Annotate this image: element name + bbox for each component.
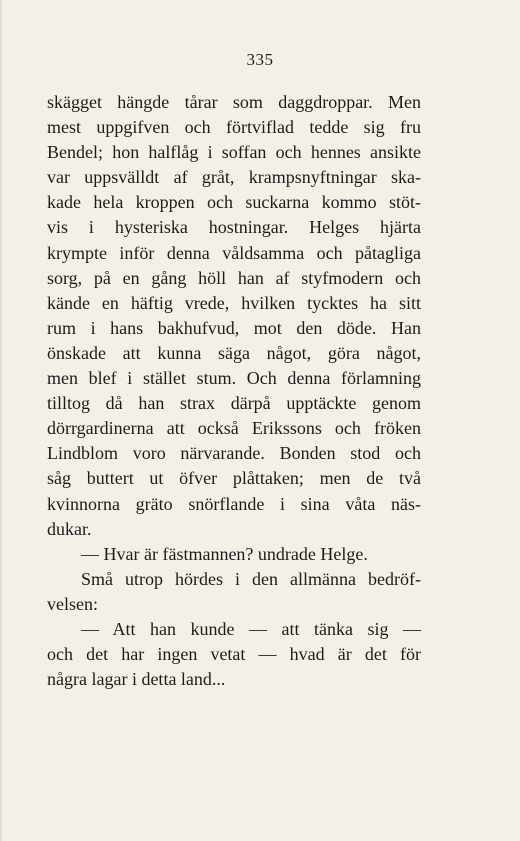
text-line: önskade att kunna säga något, göra något,: [47, 342, 421, 363]
text-line: — Att han kunde — att tänka sig —: [81, 618, 421, 639]
text-line: kvinnorna gräto snörflande i sina våta näs-: [47, 493, 421, 514]
text-line: mest uppgifven och förtviflad tedde sig fru: [47, 117, 421, 138]
text-line: velsen:: [47, 593, 98, 614]
text-line: och det har ingen vetat — hvad är det för: [47, 644, 421, 665]
text-line: tilltog då han strax därpå upptäckte genom: [47, 393, 421, 414]
text-line: sorg, på en gång höll han af styfmodern och: [47, 267, 421, 288]
page-number: 335: [246, 50, 274, 69]
text-line: var uppsvälldt af gråt, krampsnyftningar ska-: [47, 167, 421, 188]
text-line: men blef i stället stum. Och denna förlamning: [47, 368, 421, 389]
text-line: dörrgardinerna att också Erikssons och fröken: [47, 418, 421, 439]
text-line: vis i hysteriska hostningar. Helges hjärta: [47, 217, 421, 238]
text-line: kände en häftig vrede, hvilken tycktes ha sitt: [47, 292, 421, 313]
text-line: Lindblom voro närvarande. Bonden stod och: [47, 443, 421, 464]
text-line: — Hvar är fästmannen? undrade Helge.: [81, 543, 368, 564]
text-line: kade hela kroppen och suckarna kommo stöt-: [47, 192, 421, 213]
text-line: dukar.: [47, 518, 92, 539]
text-line: rum i hans bakhufvud, mot den döde. Han: [47, 317, 421, 338]
body-text: [47, 90, 421, 692]
page-edge: [0, 0, 3, 841]
text-line: Små utrop hördes i den allmänna bedröf-: [81, 568, 421, 589]
text-line: såg buttert ut öfver plåttaken; men de två: [47, 468, 421, 489]
text-line: krympte inför denna våldsamma och påtagliga: [47, 242, 421, 263]
text-line: några lagar i detta land...: [47, 669, 226, 690]
text-line: skägget hängde tårar som daggdroppar. Men: [47, 92, 421, 112]
text-line: Bendel; hon halflåg i soffan och hennes ansikte: [47, 142, 421, 163]
